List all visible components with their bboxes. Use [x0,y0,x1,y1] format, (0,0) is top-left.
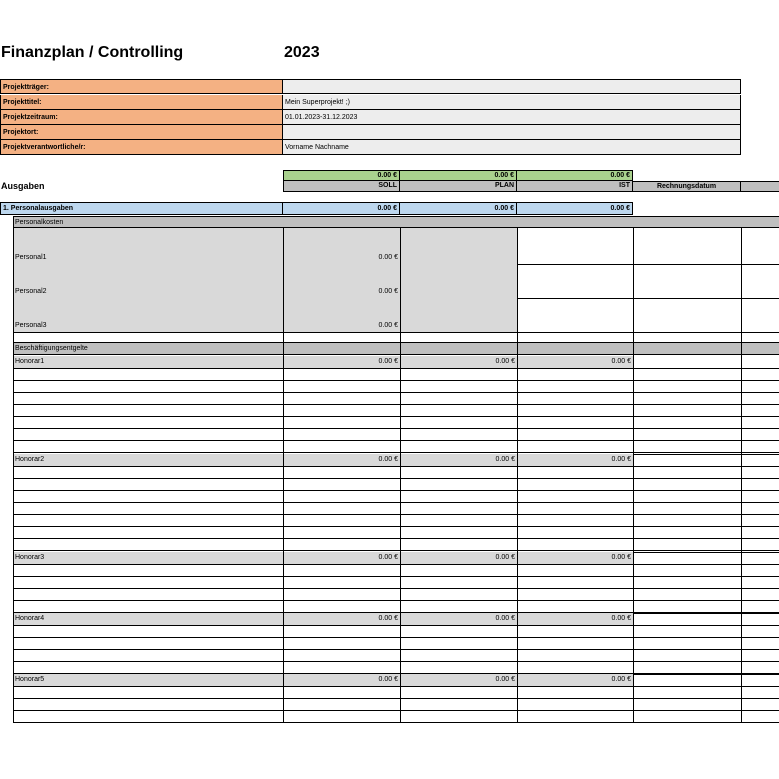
honorar-soll[interactable]: 0.00 € [378,676,398,683]
grid-line [13,698,779,699]
col-soll: SOLL [283,181,400,192]
info-label: Projektzeitraum: [0,110,283,125]
info-value[interactable]: 01.01.2023-31.12.2023 [283,110,741,125]
honorar-soll[interactable]: 0.00 € [378,456,398,463]
page-title: Finanzplan / Controlling [1,44,184,61]
grid-line [13,576,779,577]
group-personalkosten: Personalkosten [13,216,779,228]
info-label: Projekttitel: [0,95,283,110]
grid-line [13,686,779,687]
honorar-soll[interactable]: 0.00 € [378,554,398,561]
honorar-ist[interactable]: 0.00 € [611,676,631,683]
grid-line [13,478,779,479]
grid-line [13,452,779,453]
honorar-plan[interactable]: 0.00 € [495,676,515,683]
honorar-soll[interactable]: 0.00 € [378,358,398,365]
info-label: Projektverantwortliche/r: [0,140,283,155]
honorar-label: Honorar1 [15,358,45,365]
grid-line [13,332,779,333]
year-label: 2023 [284,44,320,61]
grid-line [13,514,779,515]
grid-line [13,710,779,711]
honorar-plan[interactable]: 0.00 € [495,554,515,561]
honorar-label: Honorar4 [15,615,45,622]
section1-ist: 0.00 € [517,202,633,215]
grid-line [13,392,779,393]
grid-line [13,722,779,723]
total-ist: 0.00 € [517,170,633,181]
grid-line [13,368,779,369]
honorar-soll[interactable]: 0.00 € [378,615,398,622]
honorar-plan[interactable]: 0.00 € [495,456,515,463]
grid-line [13,490,779,491]
grid-line [13,564,779,565]
honorar-label: Honorar2 [15,456,45,463]
grid-line [13,625,779,626]
grid-line [13,526,779,527]
grid-line [13,637,779,638]
grid-line [13,404,779,405]
grid-line [13,380,779,381]
info-value[interactable]: Vorname Nachname [283,140,741,155]
honorar-ist[interactable]: 0.00 € [611,615,631,622]
section1-soll: 0.00 € [283,202,400,215]
col-extra [741,181,779,192]
col-ist: IST [517,181,633,192]
grid-line [13,428,779,429]
section1-plan: 0.00 € [400,202,517,215]
info-value[interactable]: Mein Superprojekt! ;) [283,95,741,110]
info-label: Projektträger: [0,79,283,94]
grid-line [13,440,779,441]
personal-row-bg [400,298,517,332]
personal-soll[interactable]: 0.00 € [378,288,398,295]
group-beschaeftigung: Beschäftigungsentgelte [13,343,779,355]
grid-line [13,550,779,551]
info-value[interactable] [283,79,741,94]
grid-line [283,228,284,722]
grid-line [13,538,779,539]
grid-line [13,466,779,467]
grid-line [13,661,779,662]
total-plan: 0.00 € [400,170,517,181]
personal-soll[interactable]: 0.00 € [378,254,398,261]
honorar-plan[interactable]: 0.00 € [495,358,515,365]
info-value[interactable] [283,125,741,140]
personal-row-bg [400,228,517,264]
grid-line [633,228,634,722]
grid-line [741,228,742,722]
personal-label: Personal1 [15,254,47,261]
personal-soll[interactable]: 0.00 € [378,322,398,329]
grid-line [13,416,779,417]
grid-line [13,649,779,650]
grid-line [13,216,14,722]
personal-row-bg [400,264,517,298]
honorar-ist[interactable]: 0.00 € [611,358,631,365]
grid-line [517,228,518,722]
personal-label: Personal2 [15,288,47,295]
section-personalausgaben: 1. Personalausgaben [0,202,283,215]
col-plan: PLAN [400,181,517,192]
grid-line [400,228,401,722]
col-rechnungsdatum: Rechnungsdatum [633,181,741,192]
honorar-ist[interactable]: 0.00 € [611,554,631,561]
grid-line [13,502,779,503]
total-soll: 0.00 € [283,170,400,181]
personal-label: Personal3 [15,322,47,329]
section-ausgaben: Ausgaben [1,181,45,191]
honorar-plan[interactable]: 0.00 € [495,615,515,622]
grid-line [13,600,779,601]
grid-line [13,588,779,589]
honorar-label: Honorar3 [15,554,45,561]
info-label: Projektort: [0,125,283,140]
honorar-ist[interactable]: 0.00 € [611,456,631,463]
honorar-label: Honorar5 [15,676,45,683]
